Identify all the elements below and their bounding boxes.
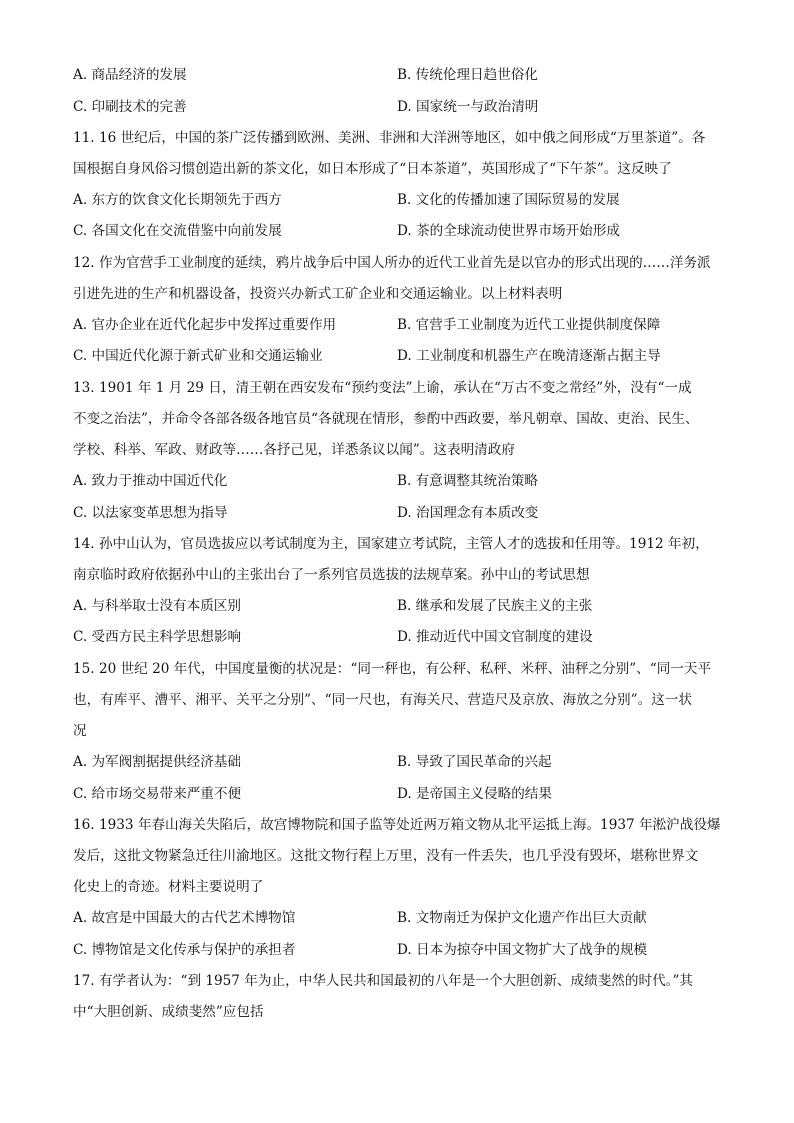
q10-option-row — [73, 65, 723, 85]
q11-option-b: B. 文化的传播加速了国际贸易的发展 — [397, 192, 620, 208]
q14-stem-line: 南京临时政府依据孙中山的主张出台了一系列官员选拔的法规草案。孙中山的考试思想 — [73, 567, 590, 583]
q11-stem-line: 国根据自身风俗习惯创造出新的茶文化，如日本形成了“日本茶道”，英国形成了“下午茶”。这反映了 — [73, 161, 672, 177]
q10-option-b: B. 传统伦理日趋世俗化 — [397, 67, 538, 83]
q14-stem-line: 14. 孙中山认为，官员选拔应以考试制度为主，国家建立考试院，主管人才的选拔和任用等。1912 年初， — [73, 536, 709, 552]
q11-option-row — [73, 221, 723, 241]
q12-option-row — [73, 315, 723, 335]
q12-option-b: B. 官营手工业制度为近代工业提供制度保障 — [397, 317, 661, 333]
q16-stem-line: 发后，这批文物紧急迁往川渝地区。这批文物行程上万里，没有一件丢失，也几乎没有毁坏，堪称世界文 — [73, 848, 699, 864]
q10-option-a: A. 商品经济的发展 — [73, 67, 187, 83]
q12-option-d: D. 工业制度和机器生产在晚清逐渐占据主导 — [397, 348, 661, 364]
q13-option-a: A. 致力于推动中国近代化 — [73, 473, 228, 489]
q15-option-c: C. 给市场交易带来严重不便 — [73, 786, 242, 802]
q16-option-c: C. 博物馆是文化传承与保护的承担者 — [73, 942, 296, 958]
q13-option-d: D. 治国理念有本质改变 — [397, 505, 539, 521]
q14-option-d: D. 推动近代中国文官制度的建设 — [397, 629, 593, 645]
q12-option-a: A. 官办企业在近代化起步中发挥过重要作用 — [73, 317, 337, 333]
q12-stem-line: 引进先进的生产和机器设备，投资兴办新式工矿企业和交通运输业。以上材料表明 — [73, 286, 563, 302]
q16-option-row — [73, 940, 723, 960]
q15-option-row — [73, 784, 723, 804]
q14-option-row — [73, 627, 723, 647]
q13-option-row — [73, 503, 723, 523]
q16-option-row — [73, 908, 723, 928]
q16-option-a: A. 故宫是中国最大的古代艺术博物馆 — [73, 910, 296, 926]
q10-option-c: C. 印刷技术的完善 — [73, 99, 187, 115]
q12-stem-line: 12. 作为官营手工业制度的延续，鸦片战争后中国人所办的近代工业首先是以官办的形式出现的……洋务派 — [73, 255, 711, 271]
q16-option-b: B. 文物南迁为保护文化遗产作出巨大贡献 — [397, 910, 647, 926]
q15-option-b: B. 导致了国民革命的兴起 — [397, 754, 552, 770]
q12-option-c: C. 中国近代化源于新式矿业和交通运输业 — [73, 348, 323, 364]
q13-stem-line: 学校、科举、军政、财政等……各抒己见，详悉条议以闻”。这表明清政府 — [73, 442, 515, 458]
q16-stem-line: 16. 1933 年春山海关失陷后，故宫博物院和国子监等处近两万箱文物从北平运抵上海。1937 年淞沪战役爆 — [73, 817, 721, 833]
q11-stem-line: 11. 16 世纪后，中国的茶广泛传播到欧洲、美洲、非洲和大洋洲等地区，如中俄之间形成“万里茶道”。各 — [73, 130, 706, 146]
q12-option-row — [73, 346, 723, 366]
q15-option-a: A. 为军阀割据提供经济基础 — [73, 754, 241, 770]
q15-option-d: D. 是帝国主义侵略的结果 — [397, 786, 552, 802]
q15-stem-line: 15. 20 世纪 20 年代，中国度量衡的状况是：“同一秤也，有公秤、私秤、米秤、油秤之分别”、“同一天平 — [73, 661, 712, 677]
q14-option-a: A. 与科举取士没有本质区别 — [73, 598, 241, 614]
q11-option-row — [73, 190, 723, 210]
q13-stem-line: 13. 1901 年 1 月 29 日，清王朝在西安发布“预约变法”上谕，承认在“万古不变之常经”外，没有“一成 — [73, 380, 692, 396]
q16-stem-line: 化史上的奇迹。材料主要说明了 — [73, 879, 264, 895]
q15-stem-line: 况 — [73, 723, 87, 739]
q10-option-row — [73, 97, 723, 117]
q16-option-d: D. 日本为掠夺中国文物扩大了战争的规模 — [397, 942, 648, 958]
q17-stem-line: 17. 有学者认为：“到 1957 年为止，中华人民共和国最初的八年是一个大胆创新、成绩斐然的时代。”其 — [73, 973, 694, 989]
q14-option-c: C. 受西方民主科学思想影响 — [73, 629, 242, 645]
q15-stem-line: 也，有库平、漕平、湘平、关平之分别”、“同一尺也，有海关尺、营造尺及京放、海放之分别”。这一状 — [73, 692, 692, 708]
q17-stem-line: 中“大胆创新、成绩斐然”应包括 — [73, 1004, 264, 1020]
q11-option-a: A. 东方的饮食文化长期领先于西方 — [73, 192, 282, 208]
q14-option-b: B. 继承和发展了民族主义的主张 — [397, 598, 593, 614]
q13-option-row — [73, 471, 723, 491]
q13-option-c: C. 以法家变革思想为指导 — [73, 505, 228, 521]
q10-option-d: D. 国家统一与政治清明 — [397, 99, 539, 115]
q14-option-row — [73, 596, 723, 616]
q13-option-b: B. 有意调整其统治策略 — [397, 473, 538, 489]
q15-option-row — [73, 752, 723, 772]
q11-option-c: C. 各国文化在交流借鉴中向前发展 — [73, 223, 282, 239]
q11-option-d: D. 茶的全球流动使世界市场开始形成 — [397, 223, 620, 239]
q13-stem-line: 不变之治法”，并命令各部各级各地官员“各就现在情形，参酌中西政要，举凡朝章、国故、吏治、民生、 — [73, 411, 699, 427]
